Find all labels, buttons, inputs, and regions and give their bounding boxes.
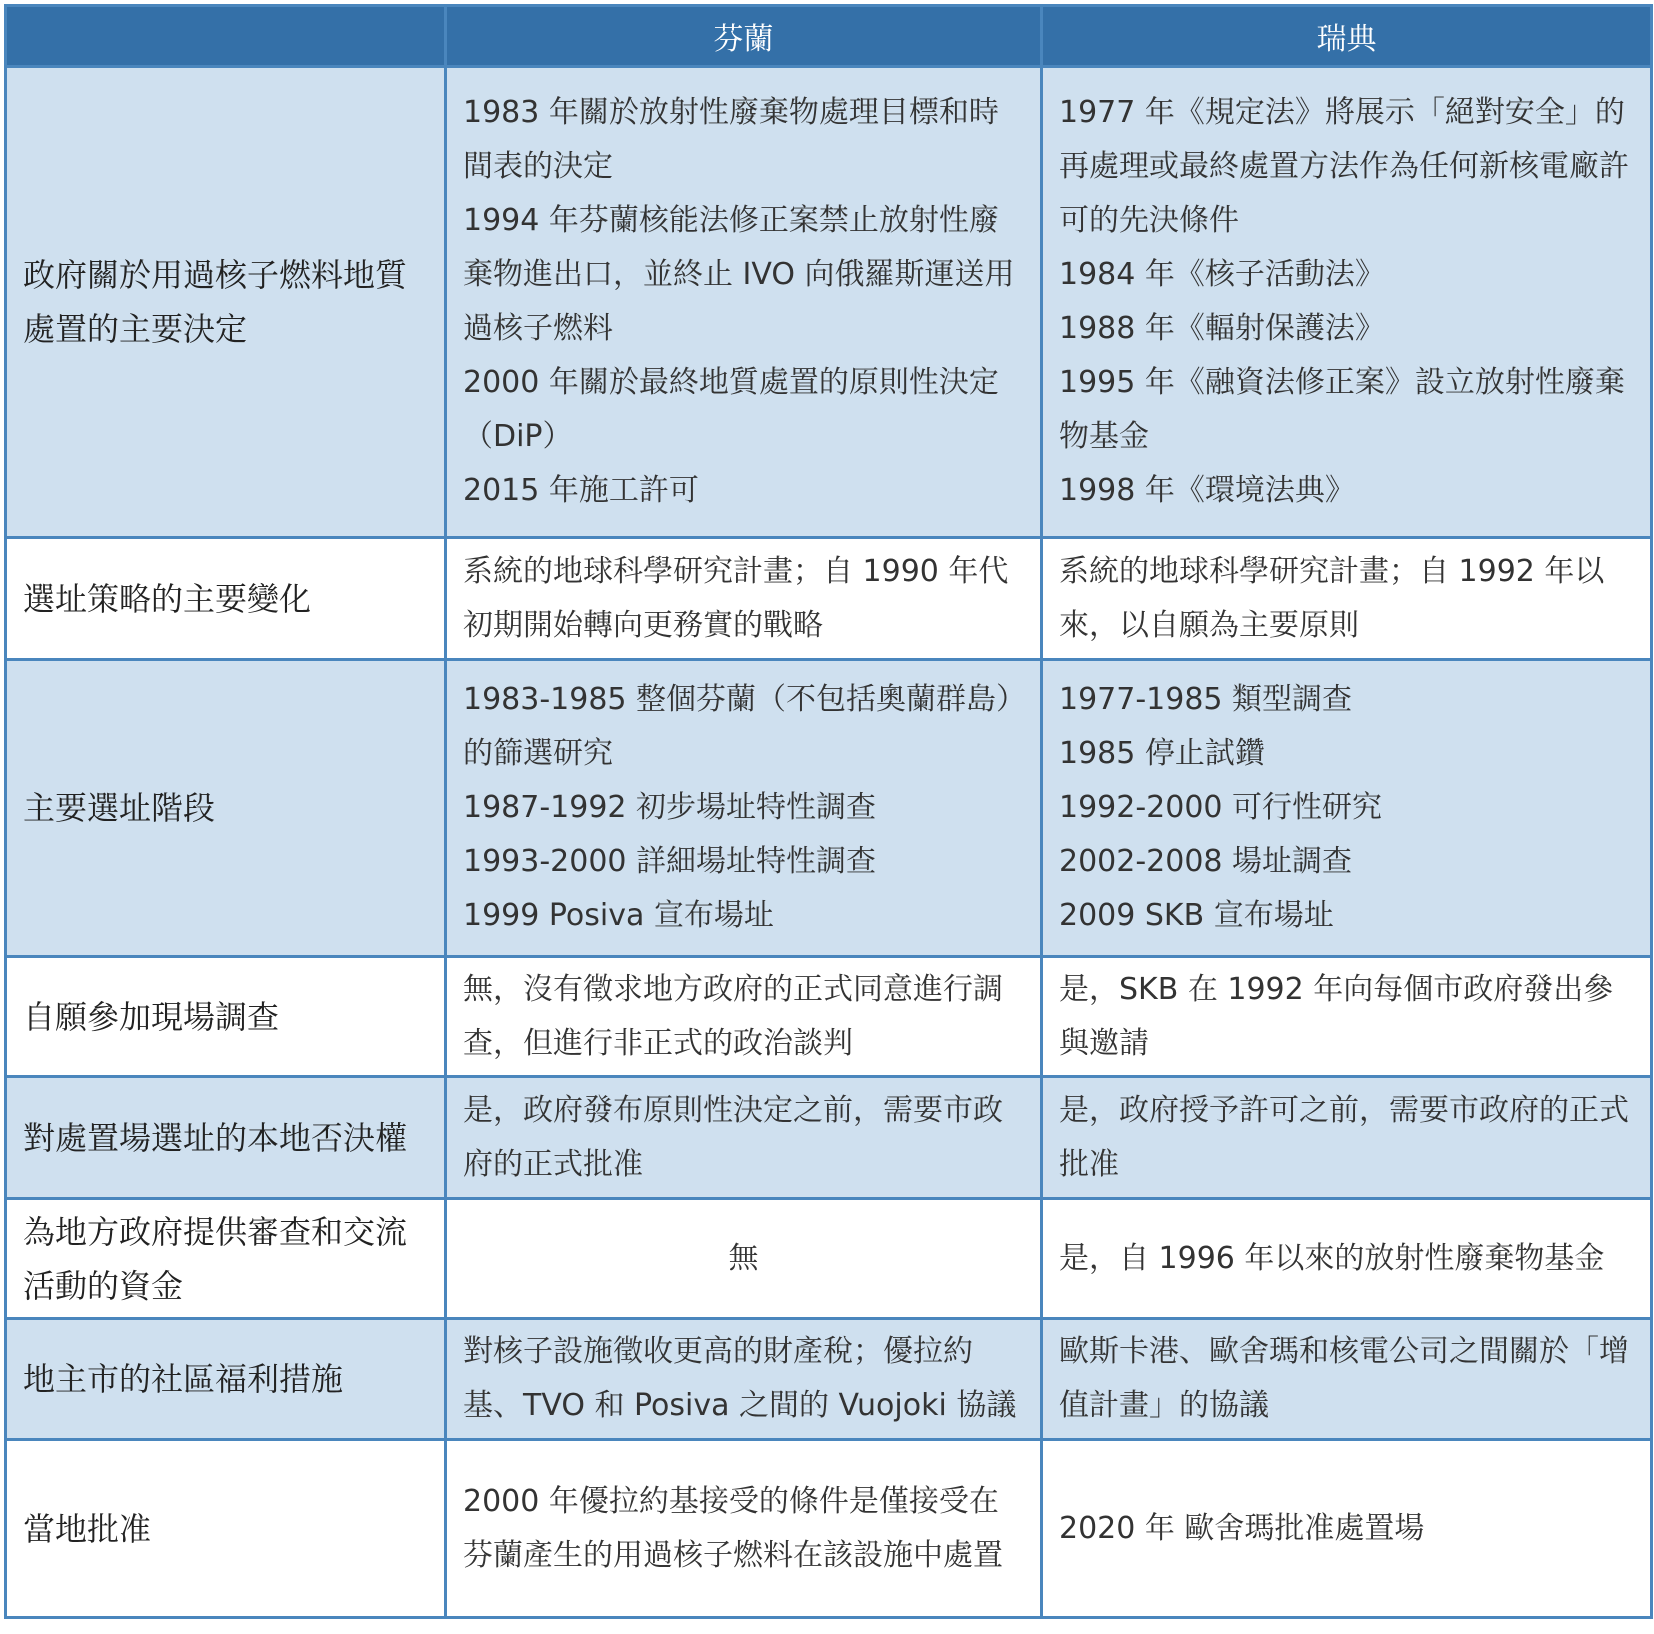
list-item: 是，SKB 在 1992 年向每個市政府發出參與邀請 bbox=[1059, 971, 1614, 1061]
list-item: 2002-2008 場址調查 bbox=[1059, 844, 1353, 879]
table-row bbox=[6, 538, 1652, 660]
sweden-cell bbox=[1042, 957, 1652, 1077]
finland-cell bbox=[446, 957, 1042, 1077]
list-item: 系統的地球科學研究計畫；自 1992 年以來，以自願為主要原則 bbox=[1059, 553, 1605, 643]
row-label bbox=[6, 957, 446, 1077]
list-item: 1999 Posiva 宣布場址 bbox=[463, 898, 774, 933]
list-item: 系統的地球科學研究計畫；自 1990 年代初期開始轉向更務實的戰略 bbox=[463, 553, 1009, 643]
table-row bbox=[6, 67, 1652, 538]
row-label bbox=[6, 1199, 446, 1319]
row-label bbox=[6, 67, 446, 538]
table-row bbox=[6, 1440, 1652, 1618]
header-sweden: 瑞典 bbox=[1042, 6, 1652, 67]
header-finland: 芬蘭 bbox=[446, 6, 1042, 67]
list-item: 1993-2000 詳細場址特性調查 bbox=[463, 844, 877, 879]
row-label bbox=[6, 1440, 446, 1618]
list-item: 1983-1985 整個芬蘭（不包括奧蘭群島）的篩選研究 bbox=[463, 682, 1012, 771]
row-label-text: 主要選址階段 bbox=[23, 789, 216, 827]
row-label-text: 自願參加現場調查 bbox=[23, 997, 280, 1036]
row-label-text: 當地批准 bbox=[23, 1509, 152, 1548]
sweden-cell bbox=[1042, 538, 1652, 660]
list-item: 1985 停止試鑽 bbox=[1059, 736, 1265, 771]
list-item: 2000 年關於最終地質處置的原則性決定（DiP） bbox=[463, 365, 999, 454]
finland-cell bbox=[446, 1077, 1042, 1199]
row-label bbox=[6, 538, 446, 660]
sweden-cell bbox=[1042, 1199, 1652, 1319]
table-row bbox=[6, 1077, 1652, 1199]
list-item: 1998 年《環境法典》 bbox=[1059, 473, 1355, 508]
list-item: 1984 年《核子活動法》 bbox=[1059, 257, 1385, 292]
row-label-text: 為地方政府提供審查和交流活動的資金 bbox=[23, 1212, 408, 1305]
row-label bbox=[6, 1319, 446, 1440]
row-label bbox=[6, 1077, 446, 1199]
list-item: 無 bbox=[728, 1240, 759, 1276]
list-item: 1987-1992 初步場址特性調查 bbox=[463, 790, 877, 825]
row-label-text: 政府關於用過核子燃料地質處置的主要決定 bbox=[23, 256, 408, 348]
table-row bbox=[6, 957, 1652, 1077]
row-label-text: 地主市的社區福利措施 bbox=[23, 1360, 344, 1398]
finland-cell bbox=[446, 67, 1042, 538]
table-row bbox=[6, 1319, 1652, 1440]
list-item: 2015 年施工許可 bbox=[463, 473, 699, 508]
finland-cell bbox=[446, 1199, 1042, 1319]
list-item: 歐斯卡港、歐舍瑪和核電公司之間關於「增值計畫」的協議 bbox=[1059, 1334, 1629, 1423]
finland-cell bbox=[446, 660, 1042, 957]
list-item: 1977 年《規定法》將展示「絕對安全」的再處理或最終處置方法作為任何新核電廠許可的先決條件 bbox=[1059, 95, 1629, 238]
header-corner-cell bbox=[6, 6, 446, 67]
finland-cell bbox=[446, 1440, 1042, 1618]
list-item: 是，政府授予許可之前，需要市政府的正式批准 bbox=[1059, 1092, 1629, 1182]
finland-cell bbox=[446, 538, 1042, 660]
header-row bbox=[6, 6, 1652, 67]
table-row bbox=[6, 660, 1652, 957]
comparison-table bbox=[4, 4, 1653, 1619]
finland-cell bbox=[446, 1319, 1042, 1440]
list-item: 2000 年優拉約基接受的條件是僅接受在芬蘭產生的用過核子燃料在該設施中處置 bbox=[463, 1483, 1003, 1573]
table-row bbox=[6, 1199, 1652, 1319]
list-item: 是，政府發布原則性決定之前，需要市政府的正式批准 bbox=[463, 1092, 1003, 1182]
list-item: 1994 年芬蘭核能法修正案禁止放射性廢棄物進出口，並終止 IVO 向俄羅斯運送用過核子燃料 bbox=[463, 203, 1015, 346]
list-item: 1995 年《融資法修正案》設立放射性廢棄物基金 bbox=[1059, 365, 1625, 454]
sweden-cell bbox=[1042, 660, 1652, 957]
list-item: 1992-2000 可行性研究 bbox=[1059, 790, 1383, 825]
list-item: 1977-1985 類型調查 bbox=[1059, 682, 1353, 717]
list-item: 1983 年關於放射性廢棄物處理目標和時間表的決定 bbox=[463, 95, 999, 184]
sweden-cell bbox=[1042, 1077, 1652, 1199]
list-item: 對核子設施徵收更高的財產稅；優拉約基、TVO 和 Posiva 之間的 Vuojoki 協議 bbox=[463, 1334, 1017, 1423]
sweden-cell bbox=[1042, 67, 1652, 538]
row-label bbox=[6, 660, 446, 957]
list-item: 無，沒有徵求地方政府的正式同意進行調查，但進行非正式的政治談判 bbox=[463, 971, 1003, 1061]
row-label-text: 對處置場選址的本地否決權 bbox=[23, 1118, 408, 1157]
comparison-table-container bbox=[4, 4, 1650, 1619]
sweden-cell bbox=[1042, 1440, 1652, 1618]
sweden-cell bbox=[1042, 1319, 1652, 1440]
list-item: 2020 年 歐舍瑪批准處置場 bbox=[1059, 1510, 1425, 1546]
row-label-text: 選址策略的主要變化 bbox=[23, 579, 312, 618]
list-item: 是，自 1996 年以來的放射性廢棄物基金 bbox=[1059, 1240, 1605, 1276]
list-item: 1988 年《輻射保護法》 bbox=[1059, 311, 1385, 346]
list-item: 2009 SKB 宣布場址 bbox=[1059, 898, 1334, 933]
